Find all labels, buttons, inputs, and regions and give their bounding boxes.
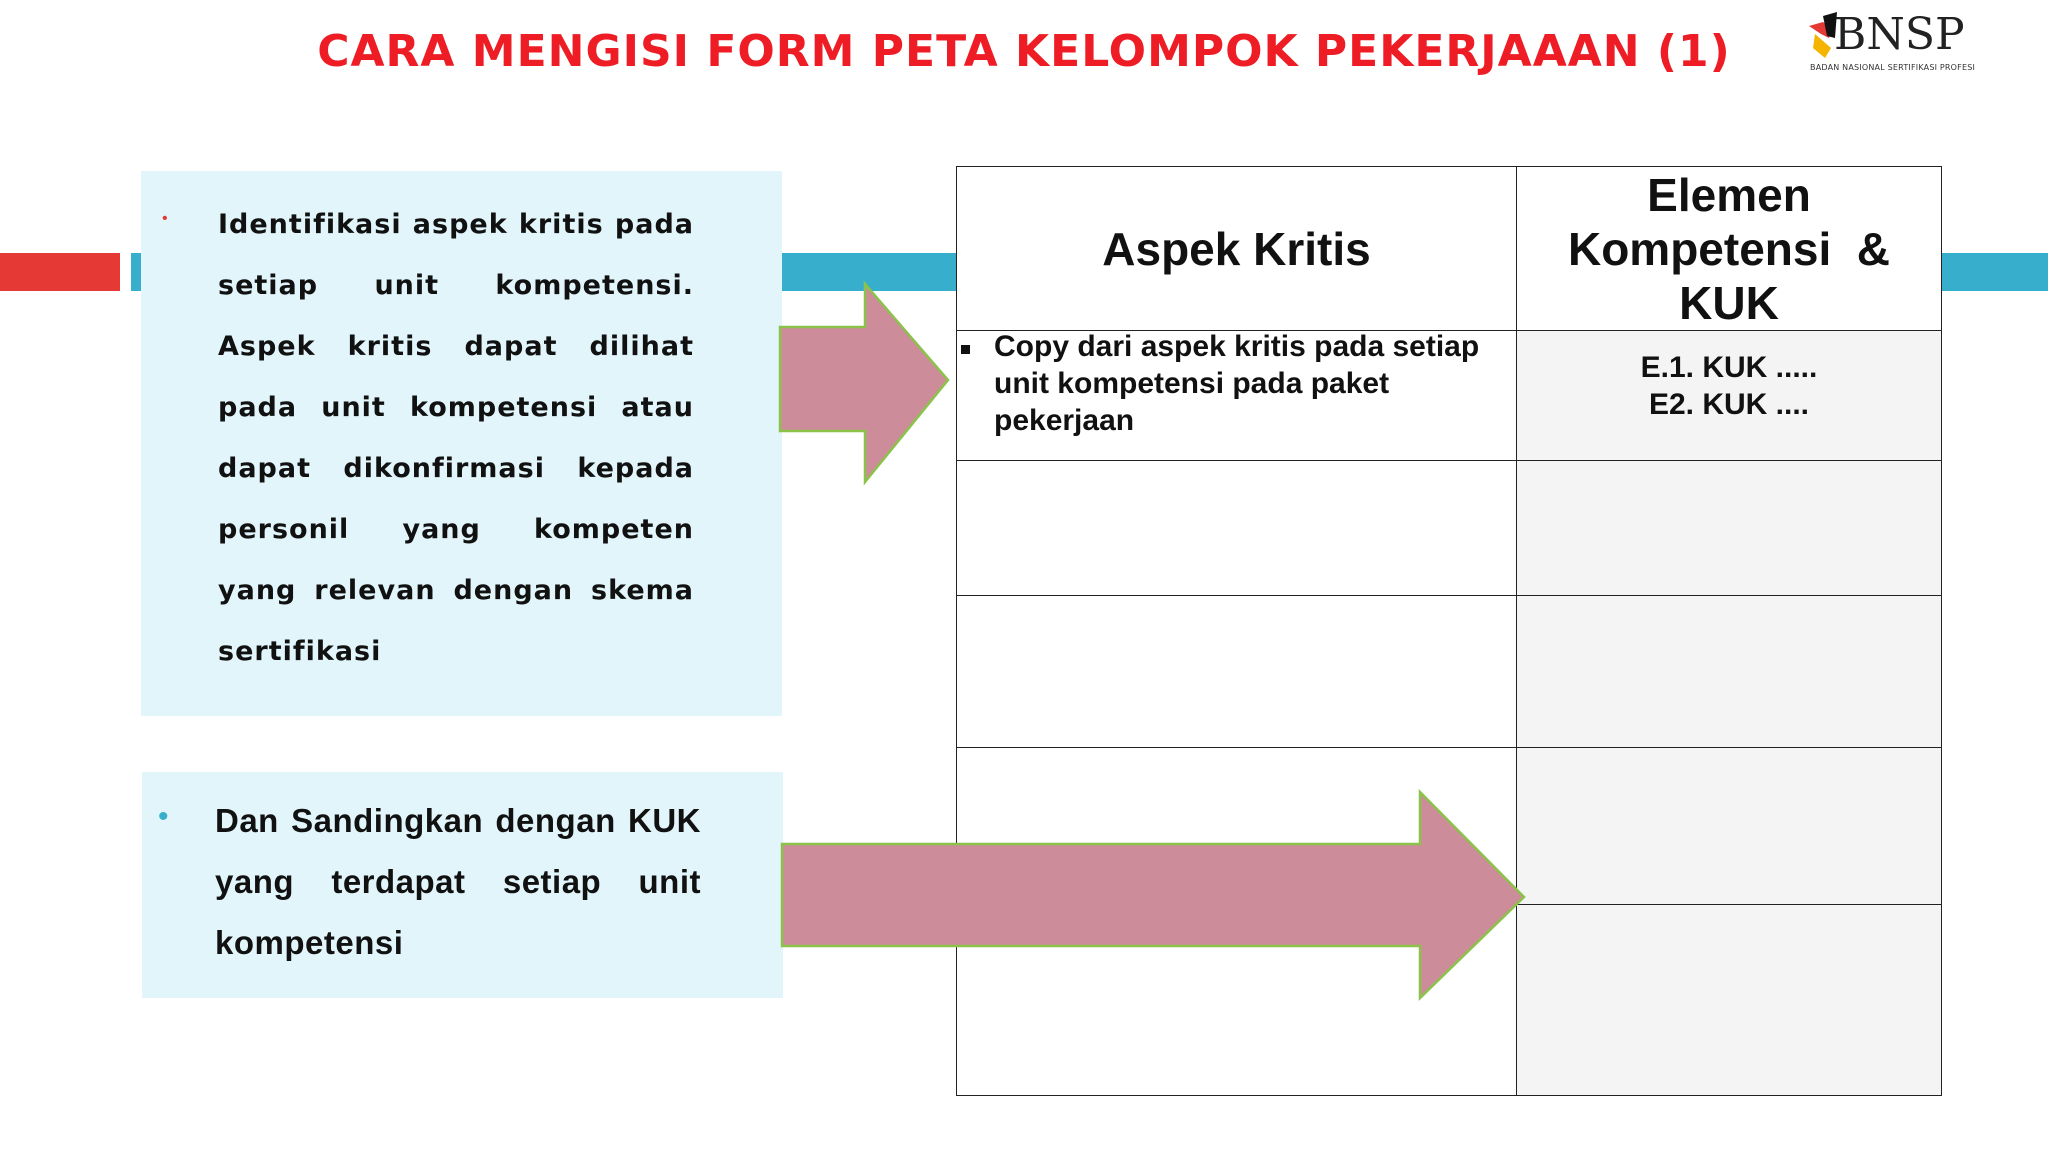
peta-kelompok-table bbox=[956, 166, 1942, 1096]
square-bullet-icon bbox=[961, 345, 970, 354]
cell-aspek-kritis bbox=[957, 905, 1517, 1096]
kuk-line: E.1. KUK ..... bbox=[1640, 351, 1818, 384]
logo-wordmark: BNSP bbox=[1834, 9, 1965, 60]
decor-bar-teal bbox=[1941, 253, 2048, 291]
table-row bbox=[957, 905, 1942, 1096]
table-row bbox=[957, 748, 1942, 905]
cell-kuk bbox=[1517, 596, 1942, 748]
kuk-line: E2. KUK .... bbox=[1648, 388, 1810, 421]
cell-aspek-kritis bbox=[957, 748, 1517, 905]
instruction-text-2: Dan Sandingkan dengan KUK yang terdapat setiap unit kompetensi bbox=[215, 802, 701, 961]
logo-subtitle: BADAN NASIONAL SERTIFIKASI PROFESI bbox=[1810, 63, 1976, 72]
table-row bbox=[957, 461, 1942, 596]
decor-bar-teal bbox=[780, 253, 956, 291]
aspek-kritis-text: Copy dari aspek kritis pada setiap unit kompetensi pada paket pekerjaan bbox=[994, 330, 1480, 437]
cell-kuk bbox=[1517, 331, 1942, 461]
table-header-row bbox=[957, 167, 1942, 331]
decor-bar-red bbox=[0, 253, 120, 291]
cell-aspek-kritis bbox=[957, 461, 1517, 596]
cell-kuk bbox=[1517, 461, 1942, 596]
arrow-right-icon bbox=[780, 284, 948, 482]
cell-aspek-kritis bbox=[957, 596, 1517, 748]
bullet-icon: • bbox=[158, 800, 169, 833]
cell-kuk bbox=[1517, 905, 1942, 1096]
table-row bbox=[957, 596, 1942, 748]
instruction-text-1: Identifikasi aspek kritis pada setiap unit kompetensi. Aspek kritis dapat dilihat pada unit kompetensi atau dapat dikonfirmasi kepada personil yang kompeten yang relevan dengan skema sertifikasi bbox=[218, 209, 694, 667]
table-row bbox=[957, 331, 1942, 461]
bullet-icon: • bbox=[162, 210, 168, 227]
header-elemen-kuk: Elemen Kompetensi & KUK bbox=[1517, 167, 1942, 331]
cell-kuk bbox=[1517, 748, 1942, 905]
cell-aspek-kritis bbox=[957, 331, 1517, 461]
page-title: CARA MENGISI FORM PETA KELOMPOK PEKERJAAAN (1) bbox=[317, 26, 1731, 77]
header-aspek-kritis: Aspek Kritis bbox=[957, 167, 1517, 331]
